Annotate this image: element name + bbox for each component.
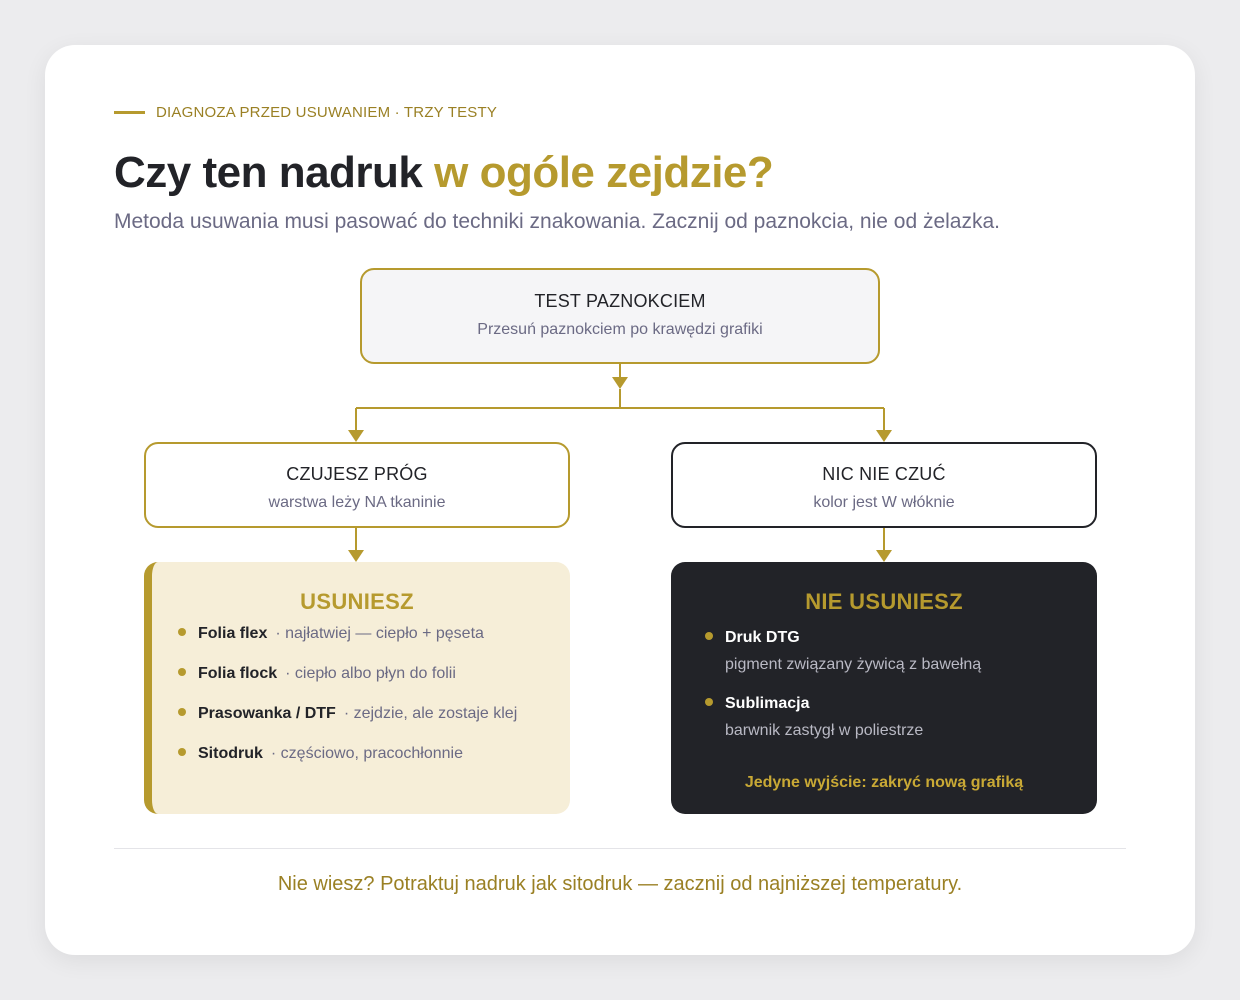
arrow-head-left-lower [348, 550, 364, 562]
list-item-desc: barwnik zastygł w poliestrze [725, 722, 924, 739]
list-item [705, 695, 924, 739]
bullet-icon [178, 748, 186, 756]
removable-panel [144, 562, 570, 814]
list-item [178, 745, 463, 763]
list-item-name: Sitodruk [198, 745, 263, 762]
page-subtitle: Metoda usuwania musi pasować do techniki znakowania. Zacznij od paznokcia, nie od żelazka. [114, 210, 1000, 233]
arrow-head-right [876, 430, 892, 442]
list-item-name: Prasowanka / DTF [198, 705, 336, 722]
bullet-icon [178, 668, 186, 676]
arrow-head-left [348, 430, 364, 442]
eyebrow-label: DIAGNOZA PRZED USUWANIEM · TRZY TESTY [156, 104, 498, 121]
bullet-icon [705, 698, 713, 706]
not-removable-panel [671, 562, 1097, 814]
node-feel-nothing-title: NIC NIE CZUĆ [822, 464, 946, 484]
title-main: Czy ten nadruk [114, 148, 435, 197]
not-removable-title: NIE USUNIESZ [805, 589, 963, 614]
bullet-icon [178, 708, 186, 716]
footer-divider [114, 848, 1126, 849]
bullet-icon [705, 632, 713, 640]
node-nail-test [360, 268, 880, 364]
node-feel-nothing-sub: kolor jest W włóknie [813, 494, 955, 511]
list-item-name: Sublimacja [725, 695, 810, 712]
node-nail-test-sub: Przesuń paznokciem po krawędzi grafiki [477, 321, 763, 338]
list-item [705, 629, 982, 673]
node-feel-edge-title: CZUJESZ PRÓG [286, 464, 428, 484]
arrow-head-right-lower [876, 550, 892, 562]
list-item-desc: · ciepło albo płyn do folii [285, 665, 456, 682]
list-item-desc: · częściowo, pracochłonnie [270, 745, 463, 762]
not-removable-note: Jedyne wyjście: zakryć nową grafiką [744, 774, 1024, 791]
bullet-icon [178, 628, 186, 636]
node-feel-edge [144, 442, 570, 528]
node-nail-test-title: TEST PAZNOKCIEM [534, 291, 706, 311]
title-accent: w ogóle zejdzie? [434, 148, 774, 197]
list-item-desc: · zejdzie, ale zostaje klej [343, 705, 518, 722]
arrow-head-top [612, 377, 628, 389]
node-feel-nothing [671, 442, 1097, 528]
list-item-desc: pigment związany żywicą z bawełną [725, 656, 982, 673]
list-item [178, 665, 456, 683]
list-item-name: Folia flock [198, 665, 278, 682]
list-item-desc: · najłatwiej — ciepło + pęseta [275, 625, 484, 642]
footer-tip: Nie wiesz? Potraktuj nadruk jak sitodruk — zacznij od najniższej temperatury. [277, 873, 963, 895]
removable-title: USUNIESZ [300, 589, 414, 614]
list-item-name: Druk DTG [725, 629, 800, 646]
list-item [178, 625, 484, 643]
node-feel-edge-sub: warstwa leży NA tkaninie [268, 494, 446, 511]
list-item [178, 705, 517, 723]
list-item-name: Folia flex [198, 625, 268, 642]
